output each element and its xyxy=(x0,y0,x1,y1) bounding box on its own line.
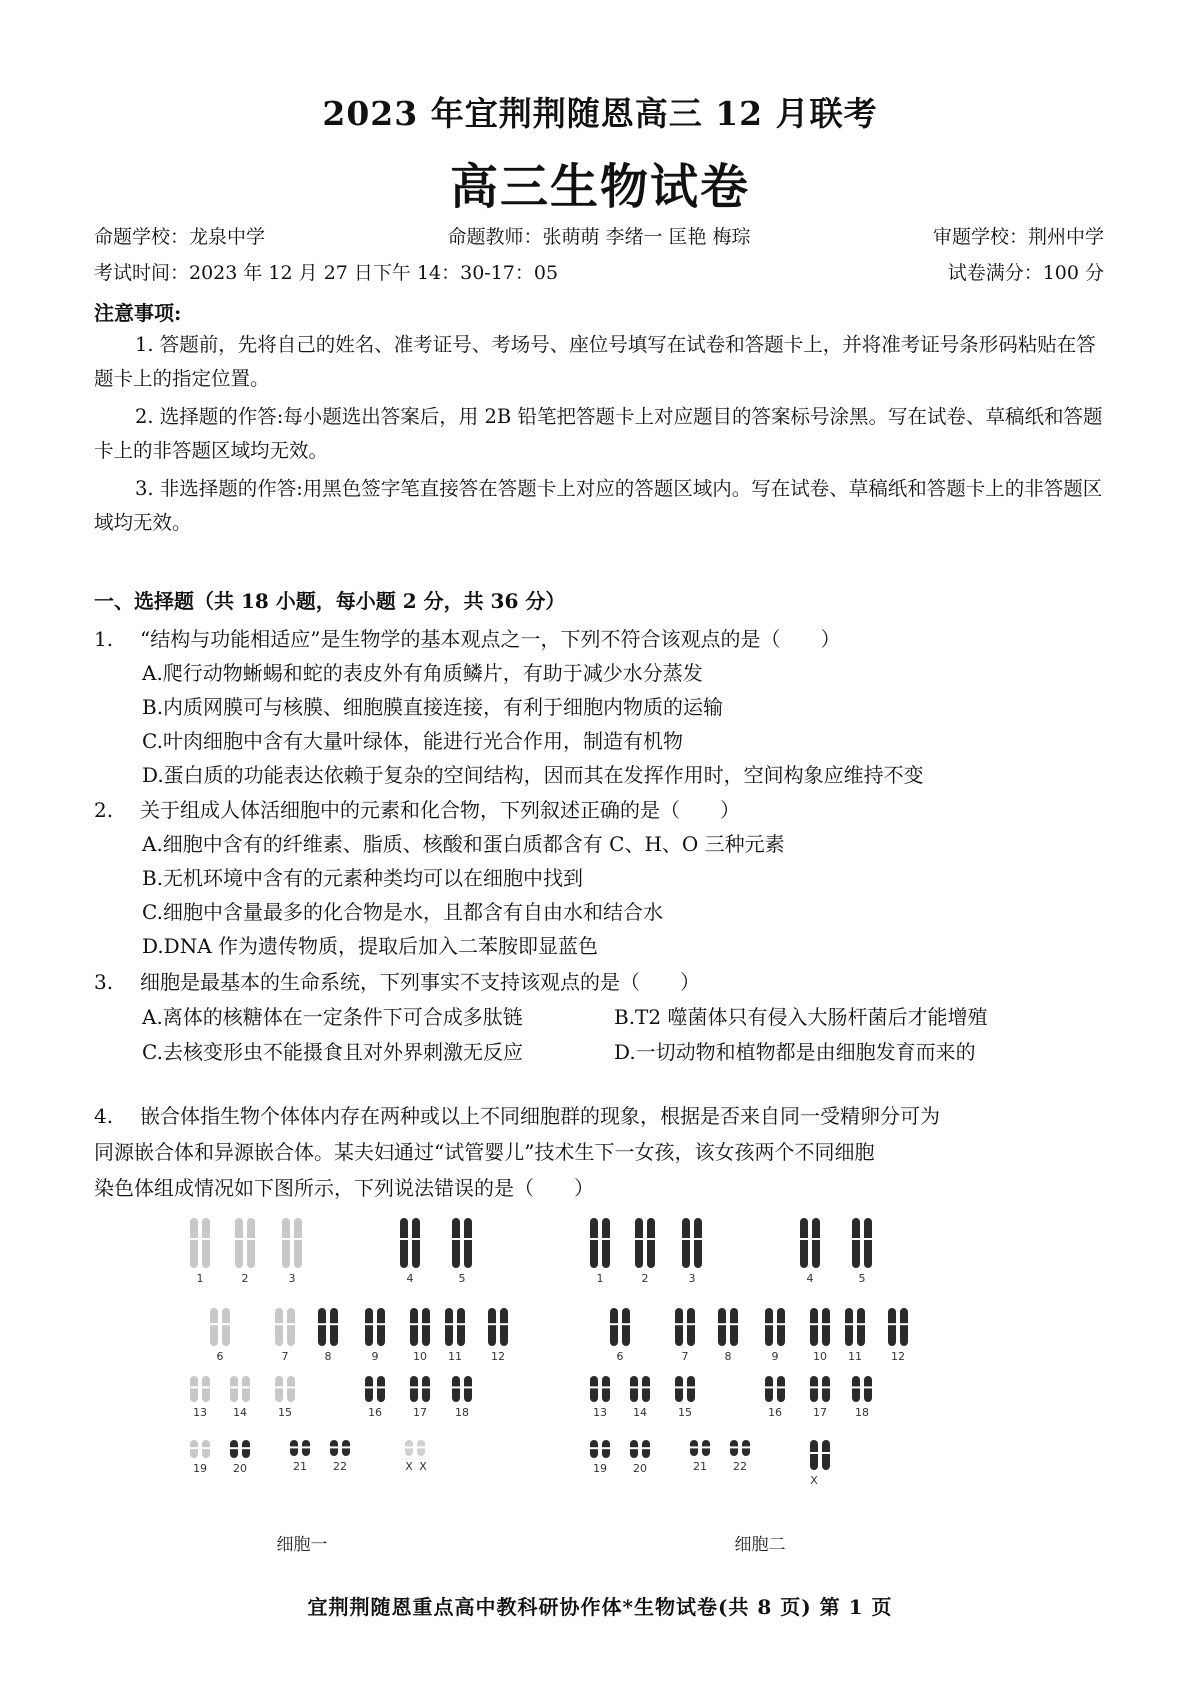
chromosome-1 xyxy=(590,1218,598,1268)
chromosome-number-label: 6 xyxy=(616,1350,624,1363)
question-number: 3. xyxy=(94,970,114,994)
chromosome-9 xyxy=(377,1308,385,1346)
chromosome-3 xyxy=(294,1218,302,1268)
centromere-band xyxy=(230,1447,238,1449)
centromere-band xyxy=(777,1386,785,1388)
chromosome-17 xyxy=(422,1376,430,1402)
karyotype-cell-1 xyxy=(190,1218,508,1475)
notice-item: 3. 非选择题的作答:用黑色签字笔直接答在答题卡上对应的答题区域内。写在试卷、草稿纸和答题卡上的非答题区域均无效。 xyxy=(94,477,1103,534)
centromere-band xyxy=(822,1323,830,1325)
centromere-band xyxy=(888,1323,896,1325)
centromere-band xyxy=(610,1323,618,1325)
exam-meta-row-2 xyxy=(94,258,1104,285)
centromere-band xyxy=(687,1323,695,1325)
centromere-band xyxy=(377,1323,385,1325)
chromosome-16 xyxy=(365,1376,373,1402)
chromosome-number-label: 16 xyxy=(368,1406,382,1419)
centromere-band xyxy=(590,1447,598,1449)
question-stem xyxy=(94,622,1106,656)
centromere-band xyxy=(845,1323,853,1325)
centromere-band xyxy=(647,1238,655,1240)
chromosome-11 xyxy=(857,1308,865,1346)
chromosome-6 xyxy=(610,1308,618,1346)
chromosome-11 xyxy=(445,1308,453,1346)
chromosome-number-label: 14 xyxy=(233,1406,247,1419)
centromere-band xyxy=(682,1238,690,1240)
chromosome-number-label: 9 xyxy=(371,1350,379,1363)
chromosome-16 xyxy=(777,1376,785,1402)
chromosome-9 xyxy=(777,1308,785,1346)
chromosome-15 xyxy=(287,1376,295,1402)
question-option: C.去核变形虫不能摄食且对外界刺激无反应 xyxy=(142,1040,523,1064)
centromere-band xyxy=(602,1386,610,1388)
centromere-band xyxy=(464,1386,472,1388)
proposing-school: 命题学校：龙泉中学 xyxy=(94,226,266,248)
chromosome-6 xyxy=(210,1308,218,1346)
chromosome-number-label: 10 xyxy=(813,1350,827,1363)
notice-heading: 注意事项: xyxy=(94,301,182,325)
chromosome-number-label: 4 xyxy=(806,1272,814,1285)
centromere-band xyxy=(330,1446,338,1448)
chromosome-number-label: 21 xyxy=(693,1460,707,1473)
centromere-band xyxy=(590,1386,598,1388)
centromere-band xyxy=(282,1238,290,1240)
centromere-band xyxy=(222,1323,230,1325)
centromere-band xyxy=(445,1323,453,1325)
centromere-band xyxy=(765,1323,773,1325)
centromere-band xyxy=(190,1447,198,1449)
chromosome-7 xyxy=(687,1308,695,1346)
chromosome-number-label: 7 xyxy=(281,1350,289,1363)
centromere-band xyxy=(810,1386,818,1388)
exam-time: 考试时间：2023 年 12 月 27 日下午 14：30-17：05 xyxy=(94,262,559,284)
chromosome-14 xyxy=(630,1376,638,1402)
karyotype-figure xyxy=(190,1218,1010,1558)
chromosome-number-label: 2 xyxy=(641,1272,649,1285)
chromosome-8 xyxy=(718,1308,726,1346)
centromere-band xyxy=(302,1446,310,1448)
chromosome-1 xyxy=(190,1218,198,1268)
question-text: 同源嵌合体和异源嵌合体。某夫妇通过“试管婴儿”技术生下一女孩，该女孩两个不同细胞 xyxy=(94,1140,875,1164)
chromosome-number-label: 19 xyxy=(593,1462,607,1475)
chromosome-number-label: 11 xyxy=(448,1350,462,1363)
centromere-band xyxy=(275,1386,283,1388)
centromere-band xyxy=(635,1238,643,1240)
question-option: A.细胞中含有的纤维素、脂质、核酸和蛋白质都含有 C、H、O 三种元素 xyxy=(142,832,785,856)
chromosome-9 xyxy=(365,1308,373,1346)
chromosome-8 xyxy=(318,1308,326,1346)
chromosome-3 xyxy=(694,1218,702,1268)
chromosome-2 xyxy=(635,1218,643,1268)
centromere-band xyxy=(242,1447,250,1449)
chromosome-10 xyxy=(410,1308,418,1346)
chromosome-5 xyxy=(852,1218,860,1268)
karyotype-cell-2 xyxy=(590,1218,908,1487)
exam-meta-row-1 xyxy=(94,222,1104,249)
chromosome-17 xyxy=(410,1376,418,1402)
centromere-band xyxy=(235,1238,243,1240)
chromosome-18 xyxy=(852,1376,860,1402)
centromere-band xyxy=(422,1323,430,1325)
centromere-band xyxy=(377,1386,385,1388)
question-option: B.T2 噬菌体只有侵入大肠杆菌后才能增殖 xyxy=(614,1005,988,1029)
chromosome-15 xyxy=(687,1376,695,1402)
chromosome-number-label: 7 xyxy=(681,1350,689,1363)
centromere-band xyxy=(202,1386,210,1388)
chromosome-number-label: 8 xyxy=(724,1350,732,1363)
question-option: C.细胞中含量最多的化合物是水，且都含有自由水和结合水 xyxy=(142,900,663,924)
centromere-band xyxy=(247,1238,255,1240)
question-option: D.蛋白质的功能表达依赖于复杂的空间结构，因而其在发挥作用时，空间构象应维持不变 xyxy=(142,763,924,787)
centromere-band xyxy=(400,1238,408,1240)
notice-item: 1. 答题前，先将自己的姓名、准考证号、考场号、座位号填写在试卷和答题卡上，并将准考证号条形码粘贴在答题卡上的指定位置。 xyxy=(94,333,1096,390)
centromere-band xyxy=(702,1446,710,1448)
centromere-band xyxy=(622,1323,630,1325)
centromere-band xyxy=(810,1323,818,1325)
chromosome-1 xyxy=(202,1218,210,1268)
centromere-band xyxy=(417,1446,425,1448)
full-score: 试卷满分：100 分 xyxy=(947,262,1104,284)
chromosome-number-label: 19 xyxy=(193,1462,207,1475)
centromere-band xyxy=(630,1447,638,1449)
centromere-band xyxy=(410,1386,418,1388)
chromosome-17 xyxy=(822,1376,830,1402)
chromosome-number-label: 2 xyxy=(241,1272,249,1285)
sex-chromosome xyxy=(810,1440,818,1470)
chromosome-7 xyxy=(287,1308,295,1346)
centromere-band xyxy=(290,1446,298,1448)
chromosome-number-label: X xyxy=(405,1460,413,1473)
chromosome-5 xyxy=(864,1218,872,1268)
chromosome-3 xyxy=(682,1218,690,1268)
chromosome-number-label: 5 xyxy=(458,1272,466,1285)
chromosome-2 xyxy=(247,1218,255,1268)
chromosome-10 xyxy=(822,1308,830,1346)
question-option: B.内质网膜可与核膜、细胞膜直接连接，有利于细胞内物质的运输 xyxy=(142,695,724,719)
centromere-band xyxy=(730,1323,738,1325)
sex-chromosome xyxy=(822,1440,830,1470)
centromere-band xyxy=(318,1323,326,1325)
notice-item: 2. 选择题的作答:每小题选出答案后，用 2B 铅笔把答题卡上对应题目的答案标号涂黑。写在试卷、草稿纸和答题卡上的非答题区域均无效。 xyxy=(94,405,1103,462)
centromere-band xyxy=(742,1446,750,1448)
chromosome-13 xyxy=(590,1376,598,1402)
question-text: 关于组成人体活细胞中的元素和化合物，下列叙述正确的是（ ） xyxy=(140,798,740,822)
question-stem xyxy=(94,965,1106,999)
chromosome-11 xyxy=(845,1308,853,1346)
centromere-band xyxy=(405,1446,413,1448)
chromosome-3 xyxy=(282,1218,290,1268)
question-option: D.一切动物和植物都是由细胞发育而来的 xyxy=(614,1040,976,1064)
chromosome-14 xyxy=(230,1376,238,1402)
chromosome-12 xyxy=(500,1308,508,1346)
centromere-band xyxy=(330,1323,338,1325)
chromosome-14 xyxy=(642,1376,650,1402)
centromere-band xyxy=(500,1323,508,1325)
centromere-band xyxy=(852,1386,860,1388)
chromosome-4 xyxy=(800,1218,808,1268)
section-title: 一、选择题（共 18 小题，每小题 2 分，共 36 分） xyxy=(94,589,566,613)
centromere-band xyxy=(242,1386,250,1388)
centromere-band xyxy=(687,1386,695,1388)
chromosome-number-label: 13 xyxy=(193,1406,207,1419)
chromosome-10 xyxy=(810,1308,818,1346)
chromosome-17 xyxy=(810,1376,818,1402)
chromosome-number-label: 1 xyxy=(596,1272,604,1285)
chromosome-15 xyxy=(675,1376,683,1402)
chromosome-number-label: 17 xyxy=(813,1406,827,1419)
centromere-band xyxy=(900,1323,908,1325)
centromere-band xyxy=(822,1452,830,1454)
centromere-band xyxy=(452,1386,460,1388)
cell-1-label: 细胞一 xyxy=(276,1535,328,1555)
centromere-band xyxy=(822,1386,830,1388)
centromere-band xyxy=(590,1238,598,1240)
question-option: B.无机环境中含有的元素种类均可以在细胞中找到 xyxy=(142,866,584,890)
cell-2-label: 细胞二 xyxy=(734,1535,786,1555)
chromosome-16 xyxy=(765,1376,773,1402)
chromosome-9 xyxy=(765,1308,773,1346)
centromere-band xyxy=(765,1386,773,1388)
chromosome-number-label: 16 xyxy=(768,1406,782,1419)
chromosome-number-label: 15 xyxy=(678,1406,692,1419)
chromosome-13 xyxy=(602,1376,610,1402)
chromosome-12 xyxy=(888,1308,896,1346)
chromosome-number-label: 18 xyxy=(455,1406,469,1419)
centromere-band xyxy=(602,1238,610,1240)
chromosome-12 xyxy=(900,1308,908,1346)
exam-title: 2023 年宜荆荆随恩高三 12 月联考 xyxy=(322,94,878,133)
centromere-band xyxy=(642,1386,650,1388)
centromere-band xyxy=(630,1386,638,1388)
centromere-band xyxy=(602,1447,610,1449)
chromosome-2 xyxy=(235,1218,243,1268)
chromosome-5 xyxy=(452,1218,460,1268)
chromosome-number-label: 1 xyxy=(196,1272,204,1285)
chromosome-18 xyxy=(452,1376,460,1402)
chromosome-8 xyxy=(730,1308,738,1346)
centromere-band xyxy=(810,1452,818,1454)
centromere-band xyxy=(365,1323,373,1325)
chromosome-number-label: 10 xyxy=(413,1350,427,1363)
centromere-band xyxy=(452,1238,460,1240)
chromosome-number-label: X xyxy=(419,1460,427,1473)
chromosome-number-label: 3 xyxy=(688,1272,696,1285)
chromosome-7 xyxy=(675,1308,683,1346)
chromosome-number-label: 20 xyxy=(233,1462,247,1475)
chromosome-10 xyxy=(422,1308,430,1346)
question-text: 染色体组成情况如下图所示，下列说法错误的是（ ） xyxy=(94,1176,594,1200)
chromosome-15 xyxy=(275,1376,283,1402)
chromosome-number-label: 14 xyxy=(633,1406,647,1419)
question-text: 细胞是最基本的生命系统，下列事实不支持该观点的是（ ） xyxy=(140,970,700,994)
chromosome-number-label: 22 xyxy=(333,1460,347,1473)
centromere-band xyxy=(675,1386,683,1388)
chromosome-18 xyxy=(864,1376,872,1402)
question-text: 嵌合体指生物个体体内存在两种或以上不同细胞群的现象，根据是否来自同一受精卵分可为 xyxy=(140,1104,940,1128)
reviewing-school: 审题学校：荆州中学 xyxy=(932,226,1104,248)
centromere-band xyxy=(190,1386,198,1388)
centromere-band xyxy=(812,1238,820,1240)
chromosome-number-label: 11 xyxy=(848,1350,862,1363)
centromere-band xyxy=(800,1238,808,1240)
centromere-band xyxy=(287,1386,295,1388)
chromosome-number-label: 12 xyxy=(891,1350,905,1363)
centromere-band xyxy=(412,1238,420,1240)
centromere-band xyxy=(694,1238,702,1240)
centromere-band xyxy=(287,1323,295,1325)
chromosome-6 xyxy=(622,1308,630,1346)
question-stem xyxy=(94,793,1106,827)
centromere-band xyxy=(190,1238,198,1240)
chromosome-13 xyxy=(202,1376,210,1402)
question-option: C.叶肉细胞中含有大量叶绿体，能进行光合作用，制造有机物 xyxy=(142,729,683,753)
centromere-band xyxy=(294,1238,302,1240)
centromere-band xyxy=(202,1238,210,1240)
centromere-band xyxy=(275,1323,283,1325)
centromere-band xyxy=(342,1446,350,1448)
centromere-band xyxy=(202,1447,210,1449)
page-footer: 宜荆荆随恩重点高中教科研协作体*生物试卷(共 8 页) 第 1 页 xyxy=(307,1595,893,1619)
chromosome-number-label: 15 xyxy=(278,1406,292,1419)
centromere-band xyxy=(864,1238,872,1240)
chromosome-number-label: 8 xyxy=(324,1350,332,1363)
chromosome-number-label: 17 xyxy=(413,1406,427,1419)
question-option: D.DNA 作为遗传物质，提取后加入二苯胺即显蓝色 xyxy=(142,934,599,958)
centromere-band xyxy=(457,1323,465,1325)
centromere-band xyxy=(852,1238,860,1240)
chromosome-18 xyxy=(464,1376,472,1402)
chromosome-number-label: 9 xyxy=(771,1350,779,1363)
centromere-band xyxy=(410,1323,418,1325)
chromosome-6 xyxy=(222,1308,230,1346)
chromosome-number-label: X xyxy=(810,1474,818,1487)
centromere-band xyxy=(464,1238,472,1240)
question-option: A.离体的核糖体在一定条件下可合成多肽链 xyxy=(142,1005,523,1029)
chromosome-number-label: 6 xyxy=(216,1350,224,1363)
chromosome-8 xyxy=(330,1308,338,1346)
chromosome-number-label: 3 xyxy=(288,1272,296,1285)
chromosome-11 xyxy=(457,1308,465,1346)
question-4-line-1 xyxy=(94,1104,940,1128)
centromere-band xyxy=(777,1323,785,1325)
centromere-band xyxy=(422,1386,430,1388)
chromosome-number-label: 5 xyxy=(858,1272,866,1285)
proposing-teachers: 命题教师：张萌萌 李绪一 匡艳 梅琮 xyxy=(447,226,751,248)
chromosome-12 xyxy=(488,1308,496,1346)
centromere-band xyxy=(365,1386,373,1388)
question-number: 2. xyxy=(94,798,114,822)
chromosome-4 xyxy=(812,1218,820,1268)
chromosome-1 xyxy=(602,1218,610,1268)
chromosome-4 xyxy=(400,1218,408,1268)
centromere-band xyxy=(857,1323,865,1325)
chromosome-number-label: 13 xyxy=(593,1406,607,1419)
subject-title: 高三生物试卷 xyxy=(449,159,750,215)
centromere-band xyxy=(690,1446,698,1448)
chromosome-16 xyxy=(377,1376,385,1402)
centromere-band xyxy=(730,1446,738,1448)
question-number: 1. xyxy=(94,627,114,651)
question-option: A.爬行动物蜥蜴和蛇的表皮外有角质鳞片，有助于减少水分蒸发 xyxy=(142,661,703,685)
chromosome-number-label: 18 xyxy=(855,1406,869,1419)
chromosome-number-label: 20 xyxy=(633,1462,647,1475)
chromosome-14 xyxy=(242,1376,250,1402)
chromosome-number-label: 12 xyxy=(491,1350,505,1363)
question-stem xyxy=(94,1098,1106,1206)
question-text: “结构与功能相适应”是生物学的基本观点之一，下列不符合该观点的是（ ） xyxy=(140,627,841,651)
chromosome-number-label: 4 xyxy=(406,1272,414,1285)
chromosome-4 xyxy=(412,1218,420,1268)
chromosome-number-label: 22 xyxy=(733,1460,747,1473)
chromosome-5 xyxy=(464,1218,472,1268)
question-number: 4. xyxy=(94,1104,114,1128)
centromere-band xyxy=(864,1386,872,1388)
centromere-band xyxy=(675,1323,683,1325)
centromere-band xyxy=(210,1323,218,1325)
chromosome-2 xyxy=(647,1218,655,1268)
centromere-band xyxy=(718,1323,726,1325)
chromosome-13 xyxy=(190,1376,198,1402)
centromere-band xyxy=(230,1386,238,1388)
centromere-band xyxy=(488,1323,496,1325)
chromosome-number-label: 21 xyxy=(293,1460,307,1473)
centromere-band xyxy=(642,1447,650,1449)
chromosome-7 xyxy=(275,1308,283,1346)
